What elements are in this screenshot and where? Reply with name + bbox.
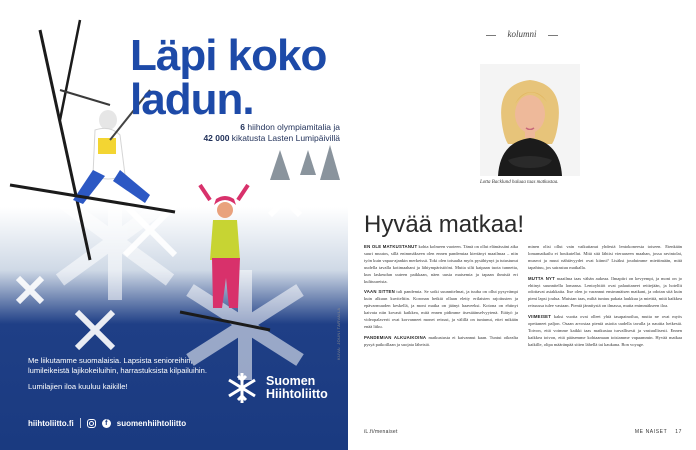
divider	[486, 35, 496, 36]
article-column-2	[528, 244, 682, 353]
divider	[80, 418, 81, 428]
column-page	[348, 0, 696, 450]
paragraph: PANDEMIAN ALKUAIKOINA matkustusta ei kaivannut kaan. Tuntui oikealta pysyä paikoillaan ja suojata läheisiä.	[364, 334, 518, 347]
article-body	[364, 244, 682, 353]
folio-magazine	[635, 429, 682, 435]
ad-body-copy	[28, 356, 218, 398]
ad-headline-line2: ladun.	[130, 75, 254, 124]
ad-website-link[interactable]: hiihtoliitto.fi	[28, 418, 74, 428]
article-title: Hyvää matkaa!	[364, 211, 525, 238]
ad-headline-line1: Läpi koko	[130, 31, 327, 80]
ad-sub-stat1: 6	[240, 122, 246, 132]
paragraph: minen olisi ollut vain vaikuttanut yhdestä lentokoneesta toiseen. Etenkään lomamatkailu ei houkutellut. Mitä sitä lähtisi vieraaseen maahan, jossa ravintolat, museot ja muut nähtävyydet ovat kiinni? Lisäksi jouduimme miettimään, mitä tapahtuu, jos sairastuu matkalla.	[528, 244, 682, 270]
photo-credit: KUVA: JOUNI TARVAILA	[336, 307, 341, 360]
ad-body-p2: Lumilajien iloa kuuluu kaikille!	[28, 382, 128, 391]
ad-headline	[130, 31, 340, 124]
magazine-name: ME NAISET	[634, 429, 668, 435]
ad-sub-text1: hiihdon olympiamitalia ja	[245, 122, 340, 132]
paragraph: VAAN SITTEN tuli pandemia. Se sotki suunnitelmat, ja tuuba on ollut pysyvämpi kuin alkuun kuviteltiin. Koronan hetkiä ollaan eletty erilaisten rajoitusten ja epävarmuuden keskellä, ja moni matka on jäänyt haaveeksi. Kotona on ehtinyt kaivata niin kovasti kaikkea, mitä ennen pidimme itsestäänselvyytenä. Etätyö ja videopalaverit ovat korvanneet monet reissut, ja välillä on tuntunut, ettei mikään enää liiku.	[364, 289, 518, 329]
article-column-1	[364, 244, 518, 353]
divider	[548, 35, 558, 36]
ad-sub-text2: kikatusta Lasten Lumipäivillä	[229, 133, 340, 143]
ad-body-p1: Me liikutamme suomalaisia. Lapsista senioreihin, lumileikeistä lajikokeiluihin, harrastuksista kilpailuihin.	[28, 356, 207, 375]
snowflake-logo-icon	[224, 370, 260, 406]
folio-url: iL.fi/menaiset	[364, 429, 398, 435]
paragraph: EN OLE MATKUSTANUT kohta kolmeen vuoteen. Tämä on ollut elämässäni aika suuri muutos, sillä enimmäkseen olen ennen pandemiaa kiertänyt maailmaa – niin työn kuin vapaa-ajankin merkeissä. Toki olen toisaalta myös pysähtynyt ja tutustunut uudella tavalla kotimaahani ja lähiympäristööni. Mutta silti kaipaan tuota tunnetta, kun laskeudun uuteen paikkaan, näen uusia maisemia ja tapaan ihmisiä eri kulttuureista.	[364, 244, 519, 284]
photo-caption: Lotta Backlund haluaa taas matkustaa.	[480, 180, 559, 185]
section-header	[348, 29, 696, 41]
ad-subheadline	[164, 122, 340, 144]
logo-line2: Hiihtoliitto	[266, 387, 328, 401]
ad-sub-stat2: 42 000	[203, 133, 230, 143]
instagram-icon[interactable]	[87, 419, 96, 428]
author-portrait	[480, 64, 580, 176]
hiihtoliitto-logo	[224, 370, 328, 406]
section-label: kolumni	[507, 29, 537, 39]
paragraph: VIIMEISET kaksi vuotta ovat olleet yhtä tasapainoilua, mutta ne ovat myös opettaneet paljon. Osaan arvostaa pieniä asioita uudella tavalla ja nauttia hetkestä. Toivon, että voimme kaikki taas matkustaa turvallisesti ja vastuullisesti. Ennen kaikkea toivon, että pääsemme kohtaamaan toisiamme vapaammin. Hyvää matkaa kaikille, olipa määränpää sitten lähellä tai kaukana. Bon voyage.	[528, 314, 682, 347]
ad-footer-links	[28, 418, 186, 428]
facebook-icon[interactable]: f	[102, 419, 111, 428]
page-number: 17	[675, 429, 682, 435]
ad-social-handle[interactable]: suomenhiihtoliitto	[116, 418, 187, 428]
snowflake-graphic	[60, 180, 300, 380]
paragraph: MUTTA NYT maailma taas vähän aukeaa. Ilmapiiri on kevyempi, ja moni on jo ehtinyt suunnitella lomansa. Lentoyhtiöt ovat palauttaneet reittejään, ja hotellit odottavat asiakkaita. Itse olen jo varannut ensimmäisen matkani, ja odotan sitä kuin pieni lapsi joulua. Muistan taas, miltä tuntuu pakata laukkua ja miettiä, mitä kaikkea reissussa tulee vastaan. Pientä jännitystä on ilmassa, mutta enimmäkseen iloa.	[528, 275, 682, 309]
logo-line1: Suomen	[266, 374, 316, 388]
